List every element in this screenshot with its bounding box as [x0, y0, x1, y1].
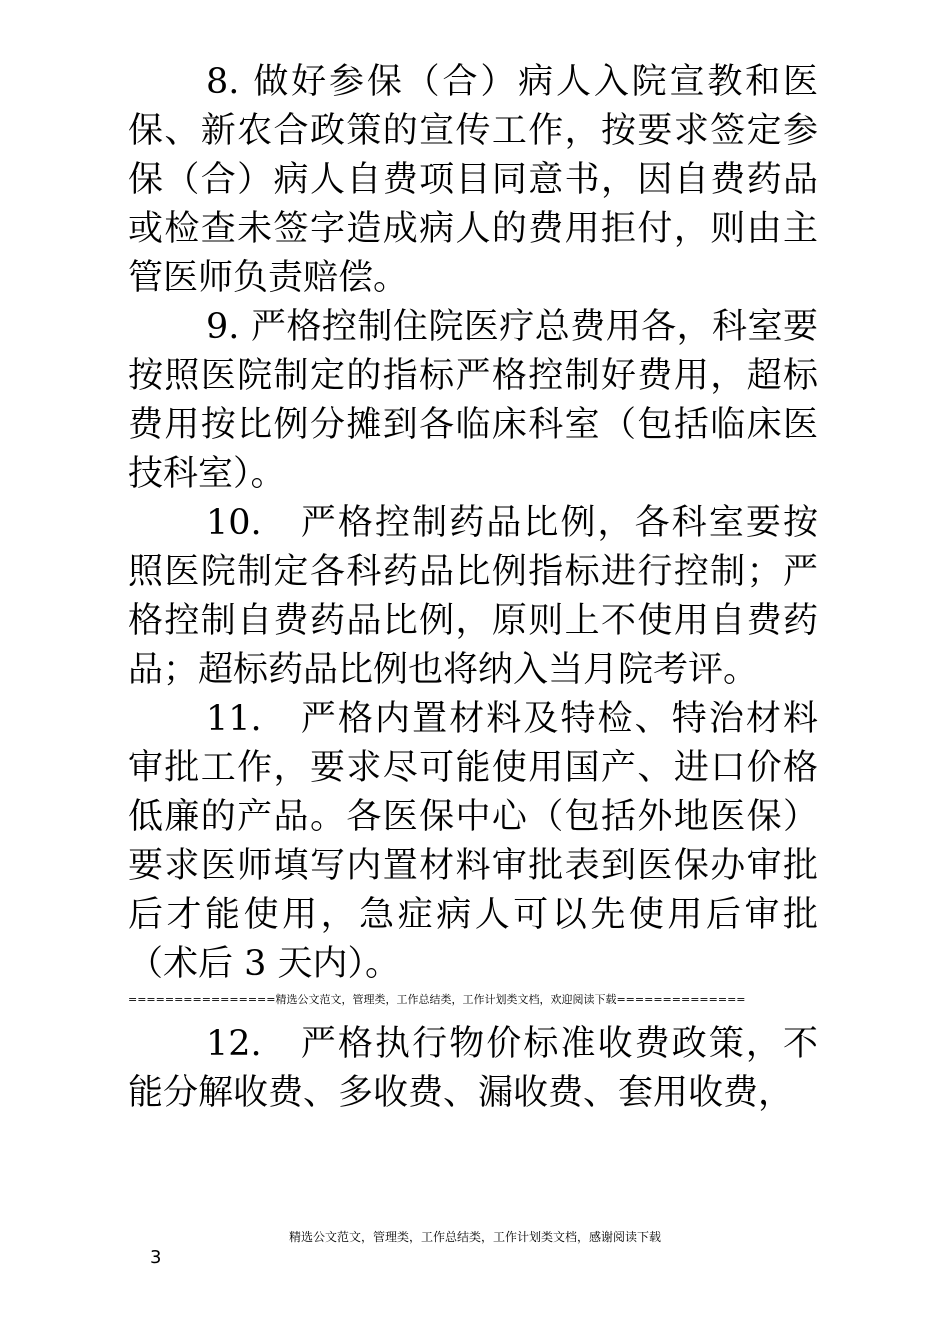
paragraph-item-12: 12. 严格执行物价标准收费政策，不能分解收费、多收费、漏收费、套用收费，	[128, 1024, 818, 1113]
page-number: 3	[150, 1247, 162, 1268]
paragraph-item-8: 8. 做好参保（合）病人入院宣教和医保、新农合政策的宣传工作，按要求签定参保（合）病人自费项目同意书，因自费药品或检查未签字造成病人的费用拒付，则由主管医师负责赔偿。	[128, 62, 818, 298]
paragraph-item-9: 9. 严格控制住院医疗总费用各，科室要按照医院制定的指标严格控制好费用，超标费用按比例分摊到各临床科室（包括临床医技科室）。	[128, 307, 818, 494]
paragraph-item-11: 11. 严格内置材料及特检、特治材料审批工作，要求尽可能使用国产、进口价格低廉的产品。各医保中心（包括外地医保）要求医师填写内置材料审批表到医保办审批后才能使用，急症病人可以先使用后审批（术后 3 天内）。	[128, 699, 818, 984]
separator-banner: ================精选公文范文，管理类，工作总结类，工作计划类文档，欢迎阅读下载==============	[128, 993, 746, 1006]
document-body	[128, 58, 818, 1118]
page-footer: 精选公文范文，管理类，工作总结类，工作计划类文档，感谢阅读下载	[288, 1230, 661, 1244]
paragraph-item-10: 10. 严格控制药品比例，各科室要按照医院制定各科药品比例指标进行控制；严格控制自费药品比例，原则上不使用自费药品；超标药品比例也将纳入当月院考评。	[128, 503, 818, 690]
